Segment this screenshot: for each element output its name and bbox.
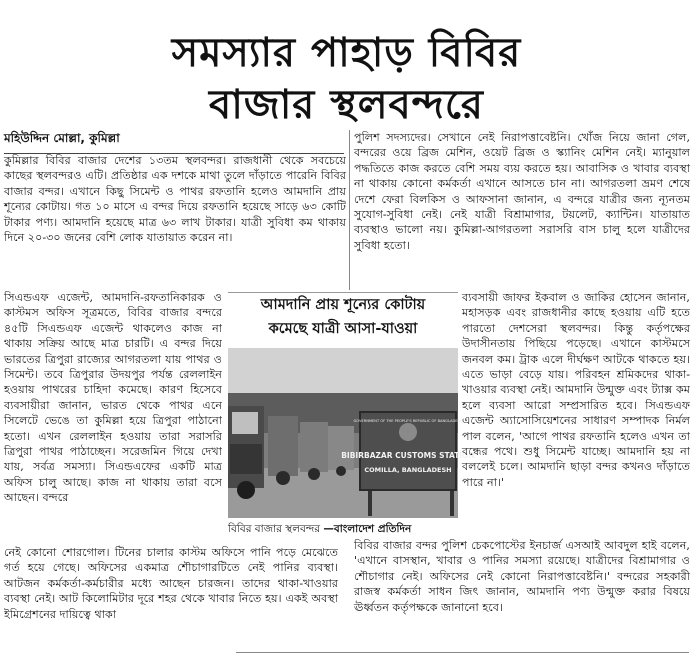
caption-credit: —বাংলাদেশ প্রতিদিন bbox=[323, 523, 412, 535]
paragraph-customs-office: নেই কোনো শোরগোল। টিনের চালার কাস্টম অফিসে পানি পড়ে মেঝেতে গর্ত হয়ে গেছে। অফিসের একমাত্র শৌচাগারটিতে নেই পানির ব্যবস্থা। আটজন কর্মকর্তা-কর্মচারীর মধ্যে আছেন চারজন। তাদের থাকা-খাওয়ার ব্যবস্থা নেই। আট কিলোমিটার দূরে শহর থেকে খাবার নিতে হয়। একই অবস্থা ইমিগ্রেশনের দায়িত্বে থাকা bbox=[4, 546, 338, 621]
sign-text-station: BIBIRBAZAR CUSTOMS STATION bbox=[341, 451, 475, 460]
subheadline-line-1: আমদানি প্রায় শূন্যের কোটায় bbox=[260, 297, 426, 313]
sign-text-location: COMILLA, BANGLADESH bbox=[364, 466, 452, 474]
paragraph-police: পুলিশ সদস্যদের। সেখানে নেই নিরাপত্তাবেষ্টনি। খোঁজ নিয়ে জানা গেল, বন্দরের ওয়ে ব্রিজ মেশিন, ওয়েট ব্রিজ ও স্ক্যানিং মেশিন নেই। ম্যানুয়াল পদ্ধতিতে কাজ করতে বেশি সময় ব্যয় করতে হয়। আবাসিক ও খাবার ব্যবস্থা না থাকায় কোনো কর্মকর্তা এখানে আসতে চান না। আগরতলা ভ্রমণ শেষে দেশে ফেরা বিলকিস ও আফসানা জানান, এ বন্দরে যাত্রীর জন্য ন্যূনতম সুযোগ-সুবিধা নেই। নেই যাত্রী বিশ্রামাগার, টয়লেট, ক্যান্টিন। যাতায়াত ব্যবস্থাও ভালো নয়। কুমিল্লা-আগরতলা সরাসরি বাস চালু হলে যাত্রীদের সুবিধা হতো। bbox=[354, 131, 690, 252]
byline: মহিউদ্দিন মোল্লা, কুমিল্লা bbox=[4, 130, 344, 154]
headline-line-2: বাজার স্থলবন্দরে bbox=[209, 82, 484, 129]
headline bbox=[0, 27, 693, 131]
article-body-left-bottom bbox=[4, 545, 338, 659]
subheadline-box bbox=[228, 292, 458, 347]
article-body-right-bottom bbox=[354, 538, 690, 638]
article-body-left-middle bbox=[4, 290, 222, 528]
subheadline-line-2: কমেছে যাত্রী আসা-যাওয়া bbox=[268, 321, 418, 337]
news-photo bbox=[228, 348, 475, 518]
paragraph-cnf-agents: সিএন্ডএফ এজেন্ট, আমদানি-রফতানিকারক ও কাস্টমস অফিস সূত্রমতে, বিবির বাজার বন্দরে ৪৫টি সিএন্ডএফ এজেন্ট থাকলেও কাজ না থাকায় সক্রিয় আছে মাত্র চারটি। এ বন্দর দিয়ে ভারতের ত্রিপুরা রাজ্যের আগরতলা যায় পাথর ও সিমেন্ট। তবে ত্রিপুরার উদয়পুর পর্যন্ত রেললাইন হওয়ায় পাথরের চাহিদা কমেছে। কারণ হিসেবে ব্যবসায়ীরা জানান, ভারত থেকে পাথর এনে সিলেটে ভেঙে তা কুমিল্লা হয়ে ত্রিপুরা পাঠানো হতো। এখন রেললাইন হওয়ায় তারা সরাসরি ত্রিপুরা পাথর পাঠাচ্ছেন। সরেজমিন গিয়ে দেখা যায়, সর্বত্র সমস্যা। সিএন্ডএফের একটি মাত্র অফিস চালু আছে। কাজ না থাকায় তারা বসে আছেন। বন্দরে bbox=[4, 291, 222, 505]
article-body-right-top bbox=[354, 130, 690, 288]
column-divider bbox=[349, 130, 350, 290]
sign-text-government: GOVERNMENT OF THE PEOPLE'S REPUBLIC OF BANGLADESH bbox=[353, 419, 463, 423]
paragraph-lead: কুমিল্লার বিবির বাজার দেশের ১৩তম স্থলবন্দর। রাজধানী থেকে সবচেয়ে কাছের স্থলবন্দরও এটি। প্রতিষ্ঠার এক দশকে মাথা তুলে দাঁড়াতে পারেনি বিবির বাজার বন্দর। এখানে কিছু সিমেন্ট ও পাথর রফতানি হলেও আমদানি প্রায় শূন্যের কোটায়। গত ১০ মাসে এ বন্দর দিয়ে রফতানি হয়েছে সাড়ে ৬৩ কোটি টাকার পণ্য। আমদানি হয়েছে মাত্র ৬৩ লাখ টাকার। যাত্রী সুবিধা কম থাকায় দিনে ২০-৩০ জনের বেশি লোক যাতায়াত করেন না। bbox=[4, 154, 346, 245]
headline-line-1: সমস্যার পাহাড় বিবির bbox=[171, 30, 522, 77]
article-body-lead bbox=[4, 153, 346, 288]
article-body-right-middle bbox=[462, 290, 690, 536]
paragraph-checkpost: বিবির বাজার বন্দর পুলিশ চেকপোস্টের ইনচার্জ এসআই আবদুল হাই বলেন, 'এখানে বাসস্থান, খাবার ও পানির সমস্যা রয়েছে। যাত্রীদের বিশ্রামাগার ও শৌচাগার নেই। অফিসের নেই কোনো নিরাপত্তাবেষ্টনি।' বন্দরের সহকারী রাজস্ব কর্মকর্তা সাধন জিৎ জানান, আমদানি পণ্য উন্মুক্ত করার বিষয়ে ঊর্ধ্বতন কর্তৃপক্ষকে জানানো হবে। bbox=[354, 539, 690, 614]
bottom-divider bbox=[236, 652, 689, 653]
photo-illustration bbox=[228, 348, 475, 518]
truck-front bbox=[228, 406, 264, 499]
paragraph-traders: ব্যবসায়ী জাফর ইকবাল ও জাকির হোসেন জানান, মহাসড়ক এবং রাজধানীর কাছে হওয়ায় এটি হতে পারতো দেশসেরা স্থলবন্দর। কিন্তু কর্তৃপক্ষের উদাসীনতায় পিছিয়ে পড়েছে। এখানে কাস্টমসে জনবল কম। ট্রাক এলে দীর্ঘক্ষণ আটকে থাকতে হয়। এতে ভাড়া বেড়ে যায়। পরিবহন শ্রমিকদের থাকা-খাওয়ার ব্যবস্থা নেই। আমদানি উন্মুক্ত এবং ট্যাক্স কম হলে ব্যবসা আরো সম্প্রসারিত হবে। সিএন্ডএফ এজেন্ট অ্যাসোসিয়েশনের সাধারণ সম্পাদক নির্মল পাল বলেন, 'আগে পাথর রফতানি হলেও এখন তা বন্ধের পথে। শুধু সিমেন্ট যাচ্ছে। আমদানি হয় না বললেই চলে। আমদানি ছাড়া বন্দর কখনও দাঁড়াতে পারে না।' bbox=[462, 291, 690, 489]
photo-caption bbox=[228, 521, 460, 537]
caption-text: বিবির বাজার স্থলবন্দর bbox=[228, 523, 321, 535]
